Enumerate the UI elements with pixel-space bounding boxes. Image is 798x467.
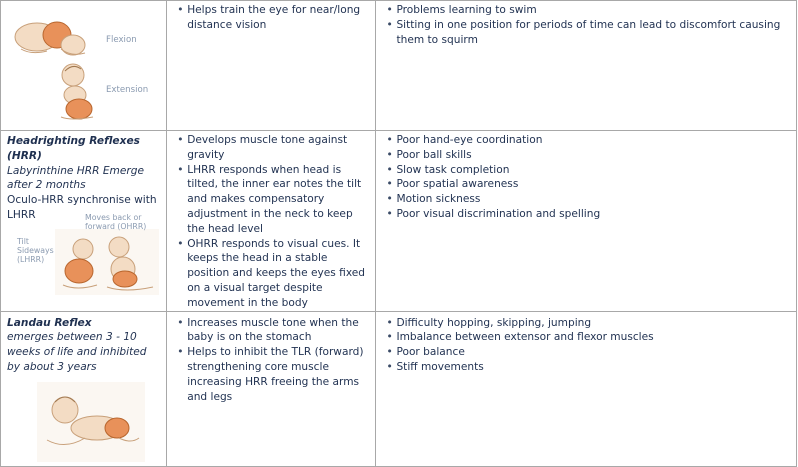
- list-item: • Poor visual discrimination and spelling: [396, 207, 790, 222]
- reflex-title: Headrighting Reflexes (HRR): [7, 135, 140, 162]
- list-item: • Poor hand-eye coordination: [396, 133, 790, 148]
- hrr-illustration-image: [53, 227, 163, 297]
- figure-label-flexion: Flexion: [106, 35, 137, 45]
- list-item: • Poor ball skills: [396, 148, 790, 163]
- reflex-subtitle: emerges between 3 - 10 weeks of life and inhibited by about 3 years: [7, 331, 147, 373]
- problems-list: [382, 3, 790, 47]
- benefits-list: [173, 3, 369, 33]
- list-item: • Imbalance between extensor and flexor muscles: [396, 330, 790, 345]
- list-item: • OHRR responds to visual cues. It keeps the head in a stable position and keeps the eyes fixed on a visual target despite movement in the body: [187, 237, 369, 311]
- benefits-list: [173, 316, 369, 405]
- list-item: • Helps train the eye for near/long distance vision: [187, 3, 369, 33]
- problems-cell: [376, 131, 797, 312]
- problems-cell: [376, 1, 797, 131]
- reflex-title: Landau Reflex: [7, 316, 92, 329]
- list-item: • Problems learning to swim: [396, 3, 790, 18]
- benefits-cell: [167, 311, 376, 466]
- benefits-list: [173, 133, 369, 311]
- figure-label-extension: Extension: [106, 85, 149, 95]
- list-item: • Motion sickness: [396, 192, 790, 207]
- tlr-illustration: [1, 1, 166, 129]
- reflex-cell: [1, 131, 167, 312]
- table-row: [1, 131, 797, 312]
- list-item: • Helps to inhibit the TLR (forward) strengthening core muscle increasing HRR freeing the arms and legs: [187, 345, 369, 404]
- table-row: [1, 1, 797, 131]
- list-item: • Develops muscle tone against gravity: [187, 133, 369, 163]
- hrr-cell-content: [1, 131, 166, 303]
- baby-flexion-extension-image: [1, 1, 167, 129]
- list-item: • Increases muscle tone when the baby is on the stomach: [187, 316, 369, 346]
- problems-list: [382, 133, 790, 222]
- benefits-cell: [167, 1, 376, 131]
- figure-label-ohrr: Moves back or forward (OHRR): [85, 213, 147, 231]
- reflex-cell: [1, 311, 167, 466]
- benefits-cell: [167, 131, 376, 312]
- problems-list: [382, 316, 790, 375]
- reflex-cell: [1, 1, 167, 131]
- landau-cell-content: [1, 312, 166, 465]
- list-item: • Poor balance: [396, 345, 790, 360]
- list-item: • Stiff movements: [396, 360, 790, 375]
- reflex-subtitle-2: Oculo-HRR synchronise with LHRR: [7, 194, 157, 221]
- list-item: • Difficulty hopping, skipping, jumping: [396, 316, 790, 331]
- landau-illustration-image: [35, 380, 147, 464]
- figure-label-lhrr: Tilt Sideways (LHRR): [17, 237, 54, 264]
- problems-cell: [376, 311, 797, 466]
- list-item: • Poor spatial awareness: [396, 177, 790, 192]
- reflex-subtitle: Labyrinthine HRR Emerge after 2 months: [7, 164, 144, 192]
- table-row: [1, 311, 797, 466]
- list-item: • Slow task completion: [396, 163, 790, 178]
- list-item: • LHRR responds when head is tilted, the inner ear notes the tilt and makes compensatory adjustment in the neck to keep the head level: [187, 163, 369, 237]
- list-item: • Sitting in one position for periods of time can lead to discomfort causing them to squirm: [396, 18, 790, 48]
